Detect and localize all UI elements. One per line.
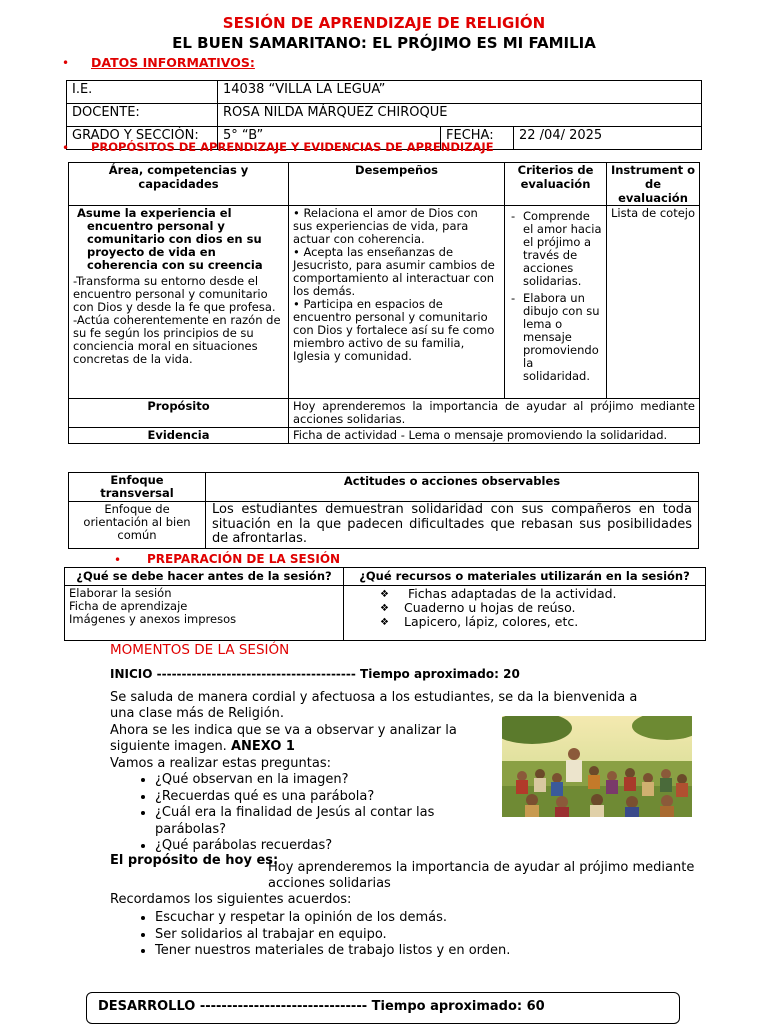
evidencia-value: Ficha de actividad - Lema o mensaje promoviendo la solidaridad. (289, 428, 700, 444)
instrumento-value: Lista de cotejo (607, 206, 700, 399)
actitud-value: Los estudiantes demuestran solidaridad con sus compañeros en toda situación en la que padecen dificultades que rebasan sus posibilidades de afrontarlas. (206, 502, 699, 549)
col-antes: ¿Qué se debe hacer antes de la sesión? (65, 568, 344, 586)
criterio-1: - Comprende el amor hacia el prójimo a través de acciones solidarias. (509, 210, 602, 288)
desarrollo-line: DESARROLLO ------------------------------- Tiempo aproximado: 60 (98, 999, 545, 1014)
col-recursos: ¿Qué recursos o materiales utilizarán en la sesión? (344, 568, 706, 586)
enfoque-value: Enfoque de orientación al bien común (69, 502, 206, 549)
bullet-icon: • (62, 56, 70, 70)
datos-heading: DATOS INFORMATIVOS: (91, 55, 255, 70)
col-desempenos: Desempeños (289, 163, 505, 206)
fecha-value: 22 /04/ 2025 (514, 127, 702, 150)
ie-value: 14038 “VILLA LA LEGUA” (218, 81, 702, 104)
col-enfoque: Enfoque transversal (69, 473, 206, 502)
propositos-table (68, 162, 700, 444)
docente-label: DOCENTE: (67, 104, 218, 127)
recurso-3: ❖ Lapicero, lápiz, colores, etc. (404, 615, 701, 628)
question-1: • ¿Qué observan en la imagen? (155, 772, 455, 789)
proposito-hoy-label: El propósito de hoy es: (110, 853, 279, 868)
desempeno-1: • Relaciona el amor de Dios con sus experiencias de vida, para actuar con coherencia. (293, 206, 478, 246)
desempeno-2: • Acepta las enseñanzas de Jesucristo, para asumir cambios de comportamiento al interactuar con los demás. (293, 245, 495, 298)
anexo-label: ANEXO 1 (230, 739, 295, 754)
grado-label: GRADO Y SECCIÓN: (67, 127, 218, 150)
col-area: Área, competencias y capacidades (69, 163, 289, 206)
ie-label: I.E. (67, 81, 218, 104)
bullet-icon: • (114, 553, 122, 567)
proposito-hoy-text: Hoy aprenderemos la importancia de ayudar al prójimo mediante acciones solidarias (268, 860, 695, 891)
evidencia-label: Evidencia (69, 428, 289, 444)
enfoque-table (68, 472, 699, 549)
momentos-heading: MOMENTOS DE LA SESIÓN (110, 642, 290, 658)
question-2: • ¿Recuerdas qué es una parábola? (155, 789, 455, 806)
session-subtitle: EL BUEN SAMARITANO: EL PRÓJIMO ES MI FAMILIA (172, 34, 596, 52)
grado-value: 5° “B” (218, 127, 441, 150)
antes-2: Ficha de aprendizaje (69, 599, 188, 613)
propositos-heading: PROPÓSITOS DE APRENDIZAJE Y EVIDENCIAS DE APRENDIZAJE (91, 140, 494, 154)
preparacion-table (64, 567, 706, 641)
desempeno-3: • Participa en espacios de encuentro personal y comunitario con Dios y fortalece así su fe como miembro activo de su familia, Iglesia y comunidad. (293, 297, 495, 363)
proposito-label: Propósito (69, 399, 289, 428)
acuerdos-list (110, 910, 635, 960)
competencia-text: Asume la experiencia el encuentro personal y comunitario con dios en su proyecto de vida en coherencia con su creencia (77, 206, 263, 272)
acuerdo-2: • Ser solidarios al trabajar en equipo. (155, 927, 635, 944)
paragraph-greeting: Se saluda de manera cordial y afectuosa a los estudiantes, se da la bienvenida a una clase más de Religión. (110, 690, 638, 721)
question-3: • ¿Cuál era la finalidad de Jesús al contar las parábolas? (155, 805, 455, 838)
acuerdos-intro: Recordamos los siguientes acuerdos: (110, 892, 352, 907)
capacidad-1: -Transforma su entorno desde el encuentro personal y comunitario con Dios y desde la fe que profesa. (73, 274, 276, 314)
session-title: SESIÓN DE APRENDIZAJE DE RELIGIÓN (222, 14, 546, 32)
col-criterios: Criterios de evaluación (505, 163, 607, 206)
paragraph-questions-intro: Vamos a realizar estas preguntas: (110, 756, 331, 771)
recurso-1: ❖ Fichas adaptadas de la actividad. (404, 587, 701, 600)
antes-3: Imágenes y anexos impresos (69, 612, 237, 626)
questions-list (110, 772, 455, 855)
col-actitudes: Actitudes o acciones observables (206, 473, 699, 502)
desarrollo-box (86, 992, 680, 1024)
criterio-2: - Elabora un dibujo con su lema o mensaje promoviendo la solidaridad. (509, 292, 602, 383)
inicio-line: INICIO ---------------------------------------- Tiempo aproximado: 20 (110, 667, 520, 681)
recurso-2: ❖ Cuaderno u hojas de reúso. (404, 601, 701, 614)
acuerdo-1: • Escuchar y respetar la opinión de los demás. (155, 910, 635, 927)
bullet-icon: • (62, 141, 70, 155)
fecha-label: FECHA: (441, 127, 514, 150)
question-4: • ¿Qué parábolas recuerdas? (155, 838, 455, 855)
col-instrumento: Instrument o de evaluación (607, 163, 700, 206)
capacidad-2: -Actúa coherentemente en razón de su fe según los principios de su conciencia moral en situaciones concretas de la vida. (73, 313, 281, 366)
paragraph-observe: Ahora se les indica que se va a observar y analizar la siguiente imagen. ANEXO 1 (110, 723, 457, 754)
preparacion-heading: PREPARACIÓN DE LA SESIÓN (147, 552, 341, 566)
parable-illustration (502, 716, 692, 817)
proposito-value: Hoy aprenderemos la importancia de ayudar al prójimo mediante acciones solidarias. (289, 399, 700, 428)
acuerdo-3: • Tener nuestros materiales de trabajo listos y en orden. (155, 943, 635, 960)
docente-value: ROSA NILDA MÁRQUEZ CHIROQUE (218, 104, 702, 127)
antes-1: Elaborar la sesión (69, 586, 172, 600)
